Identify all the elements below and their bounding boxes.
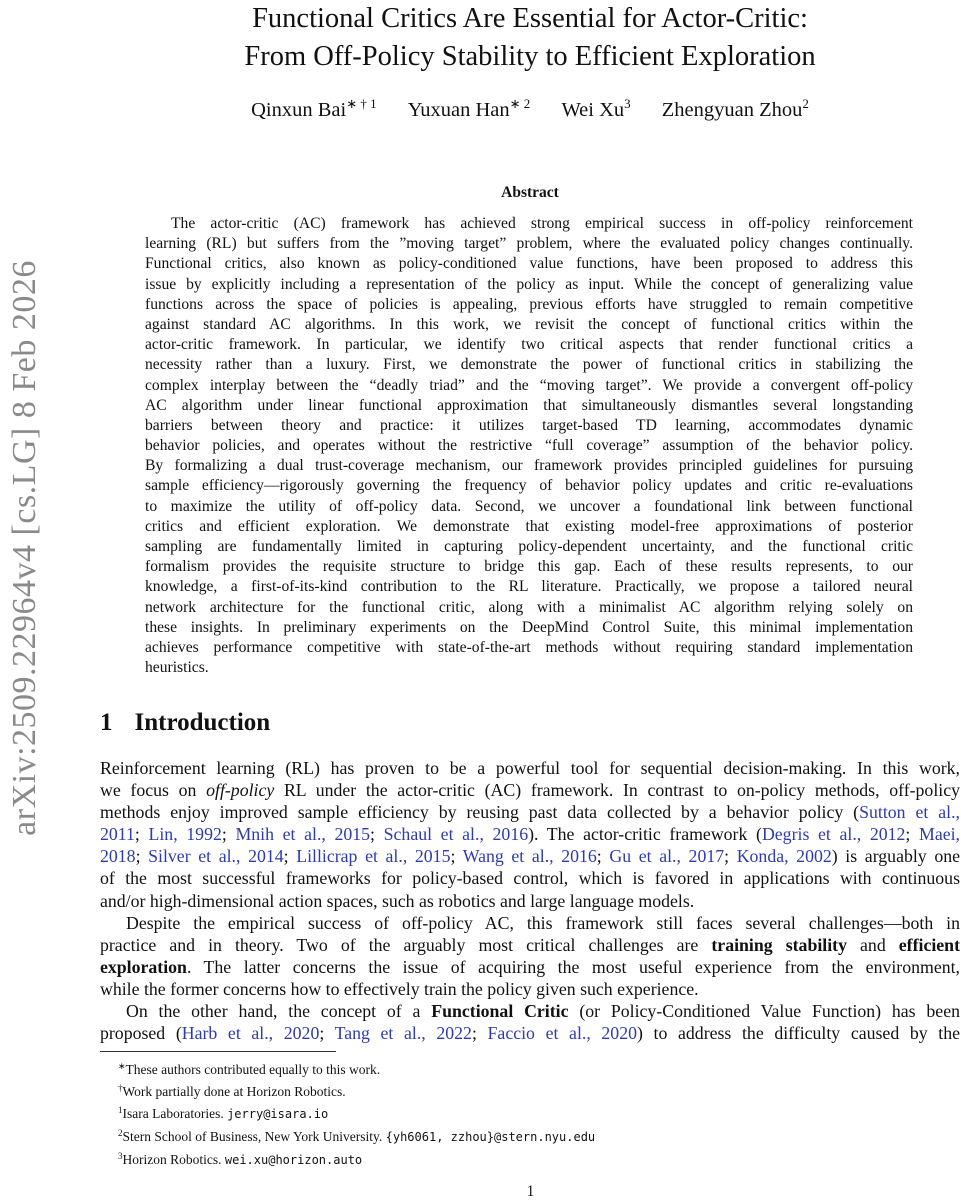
text-line <box>100 1022 960 1044</box>
citation-link[interactable]: Sutton et al., <box>859 802 961 823</box>
author-name: Yuxuan Han <box>407 99 510 121</box>
footnote-text: Stern School of Business, New York University. <box>122 1129 386 1144</box>
author-affiliation-mark: ∗ † 1 <box>346 96 377 111</box>
citation-link[interactable]: Schaul et al., 2016 <box>383 824 529 845</box>
abstract-line: learning (RL) but suffers from the ”moving target” problem, where the evaluated policy changes continually. <box>145 235 913 253</box>
text-run: Reinforcement learning (RL) has proven to be a powerful tool for sequential decision-making. In this work, <box>100 758 960 778</box>
citation-link[interactable]: Lin, 1992 <box>148 824 222 845</box>
author <box>661 96 809 121</box>
abstract-line: functions across the space of policies is appealing, previous efforts have struggled to remain competitive <box>145 295 913 313</box>
abstract-line: against standard AC algorithms. In this work, we revisit the concept of functional critics within the <box>145 315 913 333</box>
text-run: ; <box>135 846 149 867</box>
text-run: On the other hand, the concept of a <box>126 1001 432 1022</box>
abstract-line: actor-critic framework. In particular, we identify two critical aspects that render functional critics a <box>145 336 913 354</box>
text-run: of the most successful frameworks for policy-based control, which is favored in applications with continuous <box>100 868 960 889</box>
title-line-2: From Off-Policy Stability to Efficient Exploration <box>244 41 816 72</box>
footnote <box>118 1057 595 1079</box>
abstract-line: AC algorithm under linear functional approximation that simultaneously dismantles several longstanding <box>145 396 913 414</box>
text-run: Despite the empirical success of off-policy AC, this framework still faces several challenges—both in <box>126 912 960 933</box>
email-address: jerry@isara.io <box>227 1107 329 1121</box>
citation-link[interactable]: Maei, <box>919 824 960 845</box>
text-run: ; <box>283 846 297 867</box>
author-name: Zhengyuan Zhou <box>661 99 803 121</box>
citation-link[interactable]: Faccio et al., 2020 <box>487 1023 637 1044</box>
bold-text: training stability <box>711 934 847 955</box>
footnote-mark: ∗ <box>118 1061 126 1071</box>
abstract-line: complex interplay between the “deadly triad” and the “moving target”. We provide a convergent off-policy <box>145 376 913 394</box>
footnote <box>118 1147 595 1170</box>
text-line <box>100 801 960 823</box>
citation-link[interactable]: Wang et al., 2016 <box>462 846 597 867</box>
abstract-line: issue by explicitly including a representation of the policy as input. While the concept of generalizing value <box>145 275 913 293</box>
text-run: practice and in theory. Two of the arguably most critical challenges are <box>100 934 712 955</box>
section-heading <box>100 709 270 737</box>
abstract-line: achieves performance competitive with state-of-the-art methods without requiring standard implementation <box>145 638 913 656</box>
bold-text: Functional Critic <box>431 1001 569 1022</box>
abstract-line: sampling are fundamentally limited in capturing policy-dependent uncertainty, and the functional critic <box>145 538 913 555</box>
text-line <box>100 956 960 978</box>
text-run: RL under the actor-critic (AC) framework. In contrast to on-policy methods, off-policy <box>274 780 960 801</box>
text-run: ). The actor-critic framework ( <box>528 824 762 845</box>
text-line <box>100 867 960 889</box>
footnote-text: Horizon Robotics. <box>122 1152 225 1167</box>
author-name: Qinxun Bai <box>251 99 347 121</box>
footnote-text: These authors contributed equally to this work. <box>125 1062 381 1077</box>
footnote-divider <box>100 1051 336 1052</box>
author-affiliation-mark: ∗ 2 <box>509 96 531 111</box>
footnote-text: Isara Laboratories. <box>122 1106 228 1121</box>
text-run: ; <box>319 1023 335 1044</box>
text-run: ; <box>471 1023 488 1044</box>
citation-link[interactable]: Mnih et al., 2015 <box>235 824 371 845</box>
abstract-body <box>145 214 913 678</box>
citation-link[interactable]: Gu et al., 2017 <box>609 846 725 867</box>
abstract-line: formalism provides the requisite structure to bridge this gap. Each of these results represents, to our <box>145 558 913 576</box>
citation-link[interactable]: 2011 <box>100 824 135 845</box>
footnote-mark: 3 <box>118 1151 123 1161</box>
author-affiliation-mark: 3 <box>624 96 631 111</box>
text-run: ; <box>221 824 236 845</box>
abstract-heading: Abstract <box>501 184 559 201</box>
text-run: ; <box>905 824 920 845</box>
citation-link[interactable]: Konda, 2002 <box>736 846 832 867</box>
abstract-line: The actor-critic (AC) framework has achieved strong empirical success in off-policy reinforcement <box>171 215 913 232</box>
author-name: Wei Xu <box>561 99 625 121</box>
abstract-line: heuristics. <box>145 659 209 677</box>
section-title: Introduction <box>134 709 271 736</box>
text-line <box>100 890 960 912</box>
abstract-line: network architecture for the functional critic, along with a minimalist AC algorithm relying solely on <box>145 598 913 616</box>
citation-link[interactable]: Degris et al., 2012 <box>761 824 906 845</box>
text-line <box>100 912 960 934</box>
abstract-line: By formalizing a dual trust-coverage mechanism, our framework provides principled guidelines for pursuing <box>145 457 913 475</box>
abstract-line: critics and efficient exploration. We demonstrate that existing model-free approximations of posterior <box>145 517 913 535</box>
abstract-line: barriers between theory and practice: it utilizes target-based TD learning, accommodates dynamic <box>145 416 913 434</box>
text-run: we focus on <box>100 780 207 801</box>
footnote <box>118 1101 595 1124</box>
author <box>561 96 631 121</box>
author <box>407 96 531 121</box>
text-run: ; <box>370 824 384 845</box>
citation-link[interactable]: 2018 <box>100 846 136 867</box>
text-line <box>100 934 960 956</box>
emphasis-text: off-policy <box>206 780 275 801</box>
page-number: 1 <box>526 1183 535 1200</box>
abstract-line: Functional critics, also known as policy-conditioned value functions, have been proposed to address this <box>145 255 913 273</box>
citation-link[interactable]: Silver et al., 2014 <box>148 846 284 867</box>
footnote <box>118 1079 595 1101</box>
email-address: wei.xu@horizon.auto <box>224 1153 363 1167</box>
abstract-line: sample efficiency—rigorously governing the frequency of behavior policy updates and critic re-evaluations <box>145 477 913 495</box>
text-run: ; <box>724 846 737 867</box>
abstract-line: knowledge, a first-of-its-kind contribution to the RL literature. Practically, we propose a tailored neural <box>145 578 913 596</box>
text-run: . The latter concerns the issue of acquiring the most useful experience from the environment, <box>186 956 960 977</box>
title-line-1: Functional Critics Are Essential for Actor-Critic: <box>252 3 808 34</box>
text-run: and/or high-dimensional action spaces, such as robotics and large language models. <box>100 890 695 911</box>
text-line <box>100 757 960 779</box>
text-line <box>100 845 960 867</box>
footnote <box>118 1124 595 1147</box>
author-affiliation-mark: 2 <box>802 96 809 111</box>
text-run: while the former concerns how to effectively train the policy given such experience. <box>100 978 699 999</box>
text-line <box>100 823 960 845</box>
arxiv-stamp-text: arXiv:2509.22964v4 [cs.LG] 8 Feb 2026 <box>6 260 43 836</box>
text-line <box>100 978 960 1000</box>
text-run: (or Policy-Conditioned Value Function) has been <box>568 1001 960 1022</box>
footnote-mark: 2 <box>118 1128 123 1138</box>
author <box>251 96 377 121</box>
abstract-line: these insights. In preliminary experiments on the DeepMind Control Suite, this minimal implementation <box>145 618 913 636</box>
paper-title <box>100 0 960 76</box>
text-line <box>100 779 960 801</box>
introduction-body <box>100 757 960 1044</box>
text-run: ) is arguably one <box>831 846 960 867</box>
text-line <box>100 1000 960 1022</box>
section-number: 1 <box>100 709 113 736</box>
footnotes <box>118 1057 595 1170</box>
author-list <box>100 96 960 122</box>
text-run: ) to address the difficulty caused by the <box>636 1023 960 1044</box>
text-run: ; <box>134 824 149 845</box>
footnote-mark: † <box>118 1083 123 1093</box>
citation-link[interactable]: Tang et al., 2022 <box>334 1023 472 1044</box>
footnote-text: Work partially done at Horizon Robotics. <box>122 1084 346 1099</box>
citation-link[interactable]: Lillicrap et al., 2015 <box>296 846 451 867</box>
abstract-line: to maximize the utility of off-policy data. Second, we uncover a foundational link between functional <box>145 497 913 515</box>
abstract-line: necessity rather than a luxury. First, we demonstrate the power of functional critics in stabilizing the <box>145 356 913 374</box>
text-run: ; <box>596 846 610 867</box>
abstract-line: behavior policies, and operates without the restrictive “full coverage” assumption of the behavior policy. <box>145 437 913 455</box>
bold-text: efficient <box>898 934 960 955</box>
text-run: and <box>846 934 899 955</box>
text-run: ; <box>450 846 463 867</box>
email-address: {yh6061, zzhou}@stern.nyu.edu <box>385 1130 596 1144</box>
bold-text: exploration <box>100 956 187 977</box>
text-run: methods enjoy improved sample efficiency by reusing past data collected by a behavior policy ( <box>100 802 860 823</box>
citation-link[interactable]: Harb et al., 2020 <box>181 1023 320 1044</box>
arxiv-stamp <box>2 236 48 860</box>
footnote-mark: 1 <box>118 1105 123 1115</box>
text-run: proposed ( <box>100 1023 182 1044</box>
